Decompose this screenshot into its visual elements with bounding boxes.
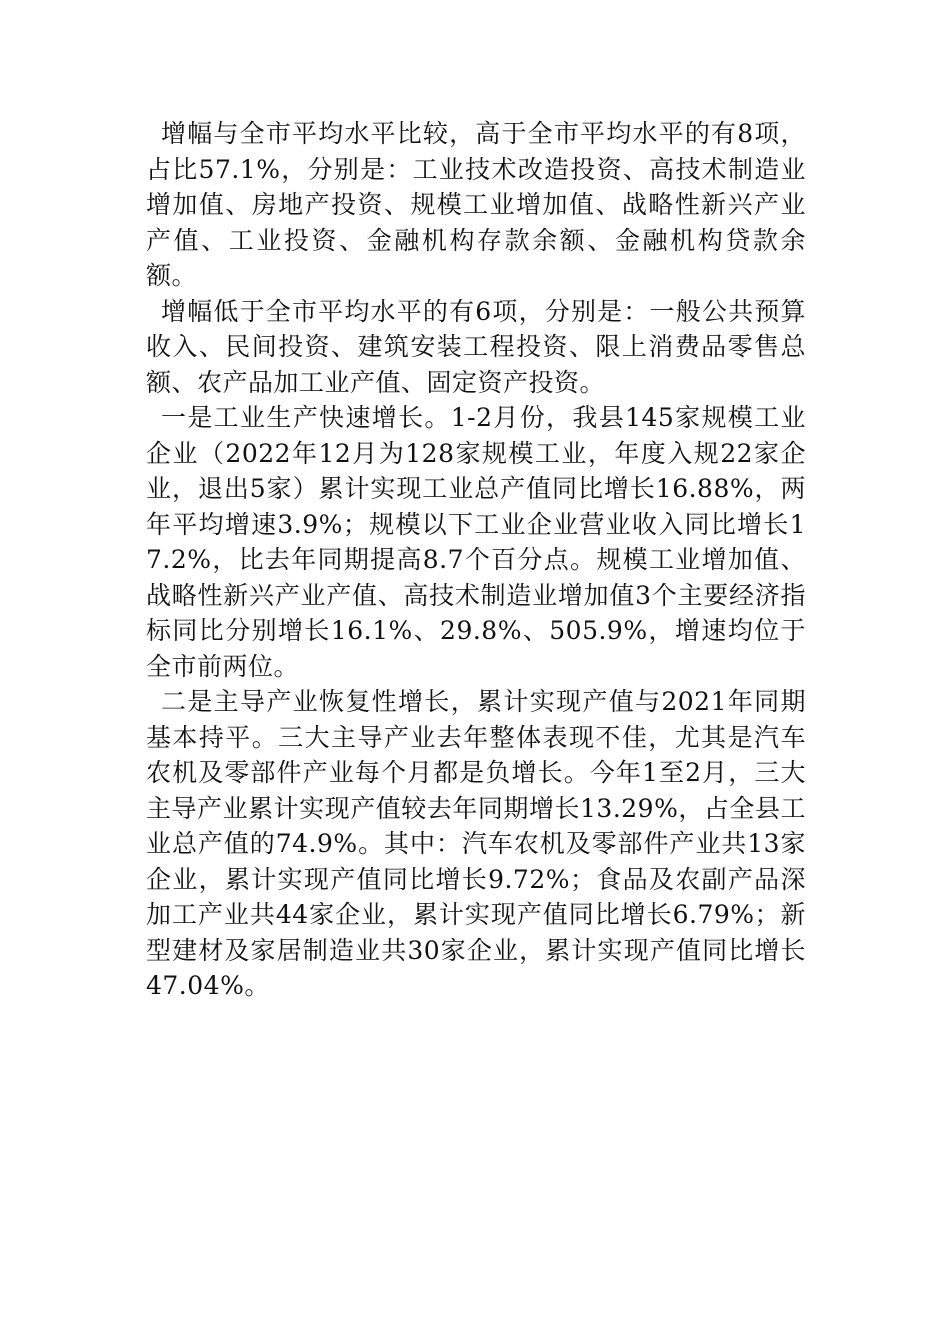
paragraph-leading-industries: 二是主导产业恢复性增长，累计实现产值与2021年同期基本持平。三大主导产业去年整体表现不佳，尤其是汽车农机及零部件产业每个月都是负增长。今年1至2月，三大主导产业累计实现产值较去年同期增长13.29%，占全县工业总产值的74.9%。其中：汽车农机及零部件产业共13家企业，累计实现产值同比增长9.72%；食品及农副产品深加工产业共44家企业，累计实现产值同比增长6.79%；新型建材及家居制造业共30家企业，累计实现产值同比增长47.04%。	[146, 687, 807, 1000]
document-body	[146, 116, 806, 1004]
paragraph-industrial-production: 一是工业生产快速增长。1-2月份，我县145家规模工业企业（2022年12月为128家规模工业，年度入规22家企业，退出5家）累计实现工业总产值同比增长16.88%，两年平均增速3.9%；规模以下工业企业营业收入同比增长17.2%，比去年同期提高8.7个百分点。规模工业增加值、战略性新兴产业产值、高技术制造业增加值3个主要经济指标同比分别增长16.1%、29.8%、505.9%，增速均位于全市前两位。	[146, 403, 806, 681]
paragraph-comparison-below: 增幅低于全市平均水平的有6项，分别是：一般公共预算收入、民间投资、建筑安装工程投资、限上消费品零售总额、农产品加工业产值、固定资产投资。	[146, 296, 806, 397]
paragraph-comparison-above: 增幅与全市平均水平比较，高于全市平均水平的有8项，占比57.1%，分别是：工业技术改造投资、高技术制造业增加值、房地产投资、规模工业增加值、战略性新兴产业产值、工业投资、金融机构存款余额、金融机构贷款余额。	[146, 119, 806, 290]
